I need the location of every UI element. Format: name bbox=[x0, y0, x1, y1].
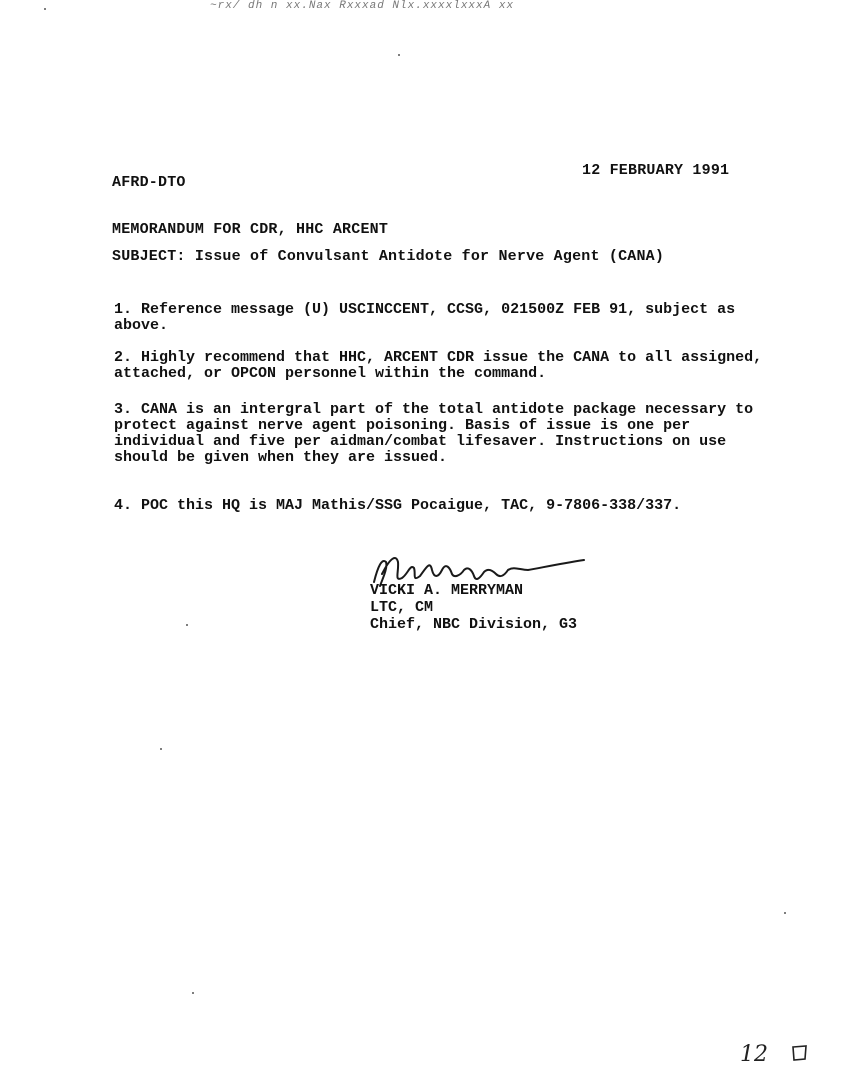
signature-block bbox=[370, 582, 577, 633]
scan-speck bbox=[44, 8, 46, 10]
office-symbol: AFRD-DTO bbox=[112, 174, 186, 191]
scan-speck bbox=[398, 54, 400, 56]
memo-subject: SUBJECT: Issue of Convulsant Antidote for Nerve Agent (CANA) bbox=[112, 248, 665, 265]
signer-rank: LTC, CM bbox=[370, 599, 434, 616]
paragraph-1: 1. Reference message (U) USCINCCENT, CCSG, 021500Z FEB 91, subject as above. bbox=[114, 301, 736, 334]
scan-speck bbox=[186, 624, 188, 626]
scan-speck bbox=[784, 912, 786, 914]
scan-header-artifact: ~rx/ dh n xx.Nax Rxxxad Nlx.xxxxlxxxA xx bbox=[210, 0, 515, 12]
memo-date: 12 FEBRUARY 1991 bbox=[582, 162, 730, 179]
handwritten-box-mark bbox=[790, 1044, 810, 1064]
signer-name: VICKI A. MERRYMAN bbox=[370, 582, 524, 599]
signer-title: Chief, NBC Division, G3 bbox=[370, 616, 578, 633]
memorandum-for: MEMORANDUM FOR CDR, HHC ARCENT bbox=[112, 221, 389, 238]
paragraph-4: 4. POC this HQ is MAJ Mathis/SSG Pocaigue, TAC, 9-7806-338/337. bbox=[114, 497, 682, 514]
page-number: 12 bbox=[740, 1042, 768, 1067]
paragraph-2: 2. Highly recommend that HHC, ARCENT CDR issue the CANA to all assigned, attached, or OPCON personnel within the command. bbox=[114, 349, 763, 382]
scan-speck bbox=[192, 992, 194, 994]
scan-speck bbox=[160, 748, 162, 750]
paragraph-3: 3. CANA is an intergral part of the total antidote package necessary to protect against nerve agent poisoning. Basis of issue is one per individual and five per aidman/combat lifesaver. Instructions on use should be given when they are issued. bbox=[114, 401, 754, 466]
